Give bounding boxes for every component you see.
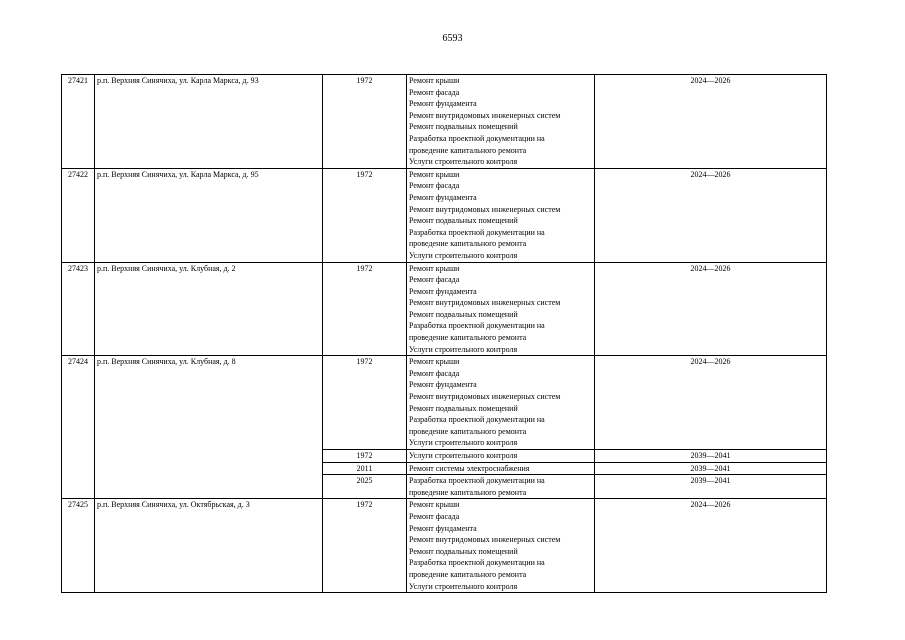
year-cell: 1972 xyxy=(323,450,407,463)
work-item: Ремонт фасада xyxy=(409,181,460,191)
work-item: Ремонт подвальных помещений xyxy=(409,216,518,226)
table-row xyxy=(62,168,827,262)
table-row xyxy=(62,262,827,356)
work-item: Ремонт крыши xyxy=(409,357,460,367)
table-body xyxy=(62,75,827,593)
work-item: Услуги строительного контроля xyxy=(409,157,518,167)
building-id: 27424 xyxy=(62,356,95,499)
building-address: р.п. Верхняя Синячиха, ул. Карла Маркса, д. 93 xyxy=(95,75,323,169)
building-address: р.п. Верхняя Синячиха, ул. Клубная, д. 8 xyxy=(95,356,323,499)
work-item: Ремонт фасада xyxy=(409,368,460,378)
building-id: 27421 xyxy=(62,75,95,169)
period-cell: 2039—2041 xyxy=(595,450,827,463)
works-cell xyxy=(407,475,595,499)
work-item: Ремонт крыши xyxy=(409,76,460,85)
work-item: Разработка проектной документации на xyxy=(409,476,545,486)
work-item: Разработка проектной документации на xyxy=(409,227,545,237)
works-cell xyxy=(407,75,595,169)
work-item: Ремонт внутридомовых инженерных систем xyxy=(409,535,561,545)
building-address: р.п. Верхняя Синячиха, ул. Карла Маркса, д. 95 xyxy=(95,168,323,262)
work-item: Ремонт внутридомовых инженерных систем xyxy=(409,392,561,402)
period-cell: 2039—2041 xyxy=(595,475,827,499)
work-item: Ремонт подвальных помещений xyxy=(409,122,518,132)
work-item: Услуги строительного контроля xyxy=(409,250,518,260)
year-cell: 1972 xyxy=(323,75,407,169)
period-cell: 2024—2026 xyxy=(595,75,827,169)
year-cell: 2011 xyxy=(323,462,407,475)
work-item: Ремонт фундамента xyxy=(409,380,477,390)
work-item: Ремонт внутридомовых инженерных систем xyxy=(409,204,561,214)
period-cell: 2039—2041 xyxy=(595,462,827,475)
period-cell: 2024—2026 xyxy=(595,168,827,262)
capital-repair-table xyxy=(61,74,827,593)
work-item: Ремонт фундамента xyxy=(409,286,477,296)
building-address: р.п. Верхняя Синячиха, ул. Октябрьская, д. 3 xyxy=(95,499,323,593)
period-cell: 2024—2026 xyxy=(595,356,827,450)
works-cell xyxy=(407,499,595,593)
work-item: проведение капитального ремонта xyxy=(409,333,527,343)
works-cell xyxy=(407,356,595,450)
work-item: проведение капитального ремонта xyxy=(409,145,527,155)
table-row xyxy=(62,356,827,450)
work-item: Услуги строительного контроля xyxy=(409,581,518,591)
work-item: Услуги строительного контроля xyxy=(409,438,518,448)
works-cell xyxy=(407,168,595,262)
year-cell: 2025 xyxy=(323,475,407,499)
work-item: Ремонт фасада xyxy=(409,275,460,285)
work-item: Ремонт фундамента xyxy=(409,99,477,109)
year-cell: 1972 xyxy=(323,356,407,450)
work-item: Услуги строительного контроля xyxy=(409,451,518,460)
work-item: Разработка проектной документации на xyxy=(409,415,545,425)
work-item: Ремонт фундамента xyxy=(409,192,477,202)
building-address: р.п. Верхняя Синячиха, ул. Клубная, д. 2 xyxy=(95,262,323,356)
building-id: 27422 xyxy=(62,168,95,262)
period-cell: 2024—2026 xyxy=(595,499,827,593)
work-item: Ремонт крыши xyxy=(409,169,460,179)
work-item: Ремонт фасада xyxy=(409,511,460,521)
work-item: проведение капитального ремонта xyxy=(409,239,527,249)
work-item: Разработка проектной документации на xyxy=(409,133,545,143)
work-item: проведение капитального ремонта xyxy=(409,426,527,436)
year-cell: 1972 xyxy=(323,262,407,356)
table-row xyxy=(62,499,827,593)
works-cell xyxy=(407,450,595,463)
building-id: 27425 xyxy=(62,499,95,593)
year-cell: 1972 xyxy=(323,499,407,593)
work-item: Ремонт подвальных помещений xyxy=(409,309,518,319)
year-cell: 1972 xyxy=(323,168,407,262)
work-item: Ремонт крыши xyxy=(409,500,460,510)
work-item: Ремонт фундамента xyxy=(409,523,477,533)
page-number: 6593 xyxy=(442,33,463,44)
work-item: Ремонт внутридомовых инженерных систем xyxy=(409,298,561,308)
works-cell xyxy=(407,462,595,475)
work-item: Ремонт внутридомовых инженерных систем xyxy=(409,110,561,120)
work-item: Ремонт подвальных помещений xyxy=(409,403,518,413)
work-item: проведение капитального ремонта xyxy=(409,569,527,579)
work-item: Ремонт системы электроснабжения xyxy=(409,463,530,473)
work-item: Ремонт фасада xyxy=(409,87,460,97)
work-item: Разработка проектной документации на xyxy=(409,558,545,568)
work-item: Разработка проектной документации на xyxy=(409,321,545,331)
work-item: проведение капитального ремонта xyxy=(409,487,527,497)
work-item: Ремонт крыши xyxy=(409,263,460,273)
table-row xyxy=(62,75,827,169)
work-item: Ремонт подвальных помещений xyxy=(409,546,518,556)
building-id: 27423 xyxy=(62,262,95,356)
work-item: Услуги строительного контроля xyxy=(409,344,518,354)
period-cell: 2024—2026 xyxy=(595,262,827,356)
works-cell xyxy=(407,262,595,356)
